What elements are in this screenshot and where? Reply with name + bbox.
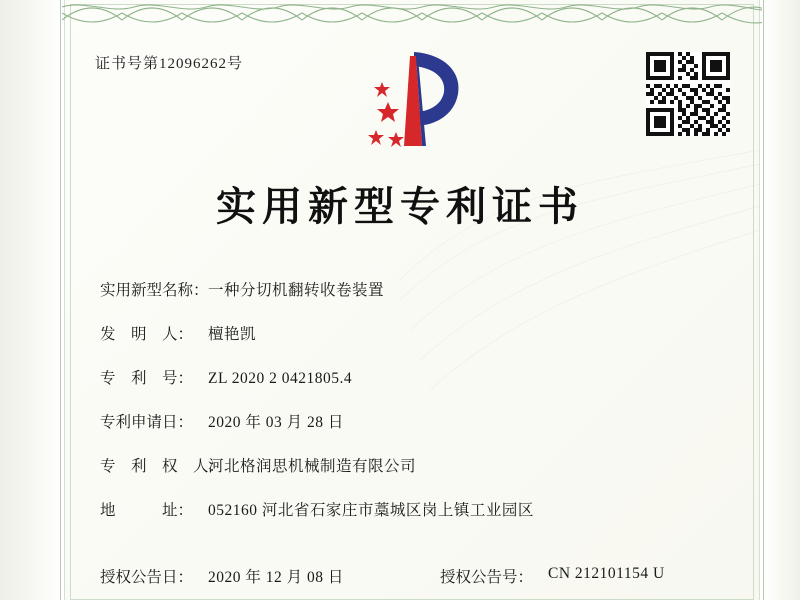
field-row-application-date — [100, 410, 730, 432]
field-row-patentee — [100, 454, 730, 476]
field-label: 专 利 权 人： — [100, 458, 225, 475]
field-row-inventor — [100, 322, 730, 344]
field-value: 一种分切机翻转收卷装置 — [208, 282, 385, 299]
page-title: 实用新型专利证书 — [216, 183, 584, 230]
field-label: 实用新型名称： — [100, 282, 209, 299]
field-value: 河北格润思机械制造有限公司 — [208, 458, 417, 475]
page-shadow-right — [764, 0, 800, 600]
ornamental-band — [62, 0, 762, 26]
grant-announcement-row — [100, 565, 740, 587]
field-value: 2020 年 03 月 28 日 — [208, 414, 344, 431]
field-row-utility-model-name — [100, 278, 730, 300]
field-label: 专 利 号： — [100, 370, 194, 387]
field-label: 地 址： — [100, 502, 194, 519]
grant-number-label: 授权公告号： — [440, 569, 534, 586]
grant-number-value: CN 212101154 U — [548, 565, 665, 582]
grant-date-label: 授权公告日： — [100, 569, 194, 586]
fields-list — [100, 278, 730, 542]
field-row-address — [100, 498, 730, 520]
certificate-number: 证书号第12096262号 — [95, 56, 244, 72]
field-label: 专利申请日： — [100, 414, 194, 431]
field-value: 檀艳凯 — [208, 326, 257, 343]
cnipa-patent-emblem — [352, 46, 472, 156]
field-value: 052160 河北省石家庄市藁城区岗上镇工业园区 — [208, 502, 534, 519]
field-row-patent-number — [100, 366, 730, 388]
field-label: 发 明 人： — [100, 326, 194, 343]
grant-date-group — [100, 565, 440, 587]
grant-number-group — [440, 565, 665, 587]
page-shadow-left — [0, 0, 62, 600]
qr-code — [646, 52, 730, 136]
field-value: ZL 2020 2 0421805.4 — [208, 370, 353, 387]
grant-date-value: 2020 年 12 月 08 日 — [208, 569, 344, 586]
